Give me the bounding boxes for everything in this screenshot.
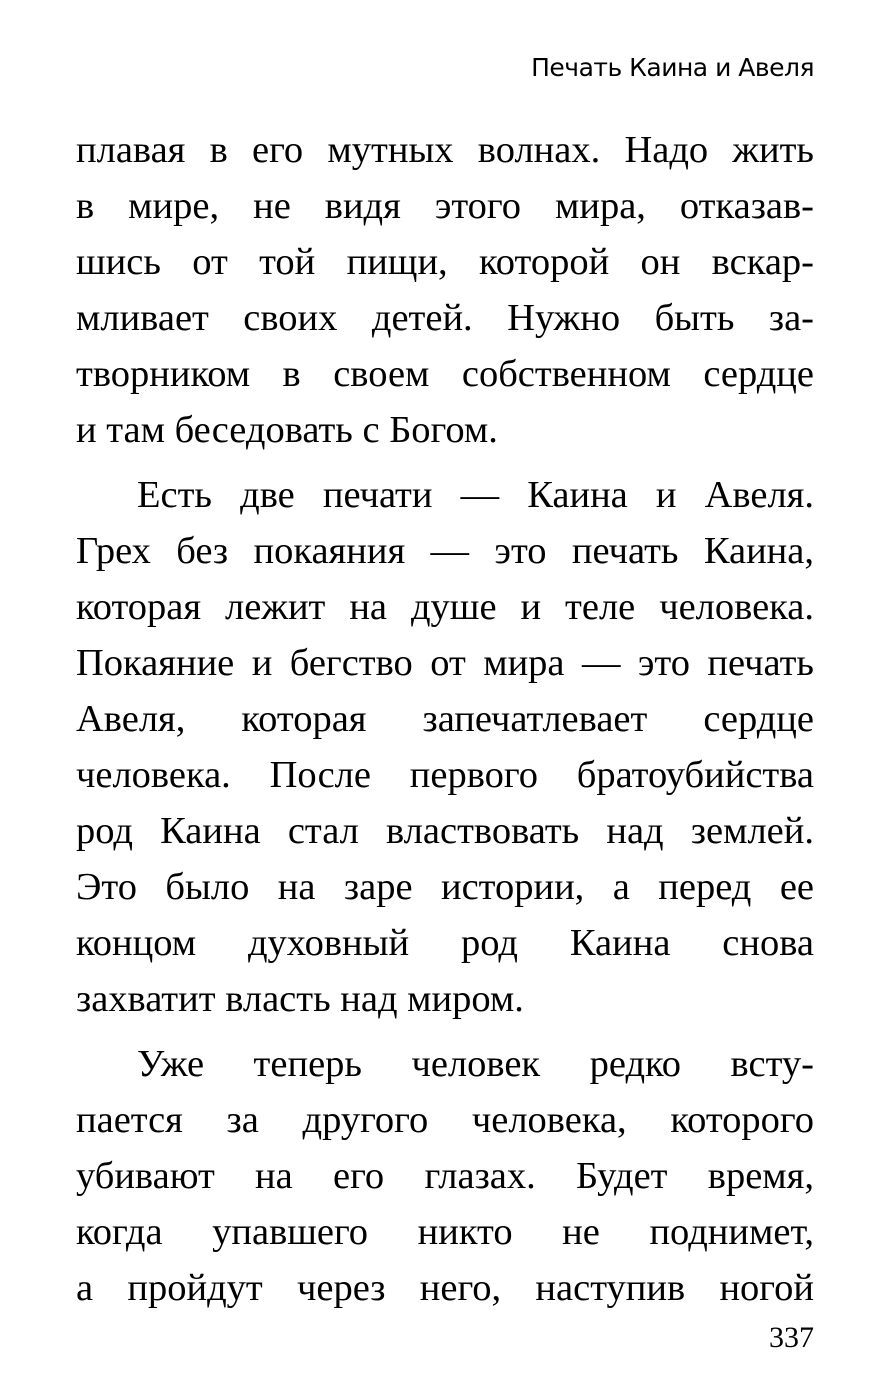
- text-line: а пройдут через него, наступив ногой: [76, 1267, 814, 1309]
- body-text: [76, 122, 814, 1316]
- paragraph-gap: [76, 1027, 814, 1036]
- text-line: в мире, не видя этого мира, отказав-: [76, 185, 814, 227]
- text-line: Грех без покаяния — это печать Каина,: [76, 530, 814, 572]
- text-line: род Каина стал властвовать над землей.: [76, 810, 814, 852]
- page-number: 337: [769, 1321, 814, 1354]
- text-line: Авеля, которая запечатлевает сердце: [76, 698, 814, 740]
- paragraph-gap: [76, 458, 814, 467]
- text-line: убивают на его глазах. Будет время,: [76, 1155, 814, 1197]
- text-line: захватит власть над миром.: [76, 978, 524, 1020]
- text-line: пается за другого человека, которого: [76, 1099, 814, 1141]
- text-line: мливает своих детей. Нужно быть за-: [76, 297, 814, 339]
- text-line: и там беседовать с Богом.: [76, 409, 498, 451]
- text-line: которая лежит на душе и теле человека.: [76, 586, 814, 628]
- text-line: плавая в его мутных волнах. Надо жить: [76, 129, 814, 171]
- text-line: Это было на заре истории, а перед ее: [76, 866, 814, 908]
- running-title: Печать Каина и Авеля: [531, 53, 814, 82]
- text-line: концом духовный род Каина снова: [76, 922, 814, 964]
- text-line: шись от той пищи, которой он вскар-: [76, 241, 814, 283]
- text-line: Есть две печати — Каина и Авеля.: [137, 474, 814, 516]
- text-line: творником в своем собственном сердце: [76, 353, 814, 395]
- text-line: когда упавшего никто не поднимет,: [76, 1211, 814, 1253]
- text-line: человека. После первого братоубийства: [76, 754, 814, 796]
- text-line: Покаяние и бегство от мира — это печать: [76, 642, 814, 684]
- text-line: Уже теперь человек редко всту-: [137, 1043, 814, 1085]
